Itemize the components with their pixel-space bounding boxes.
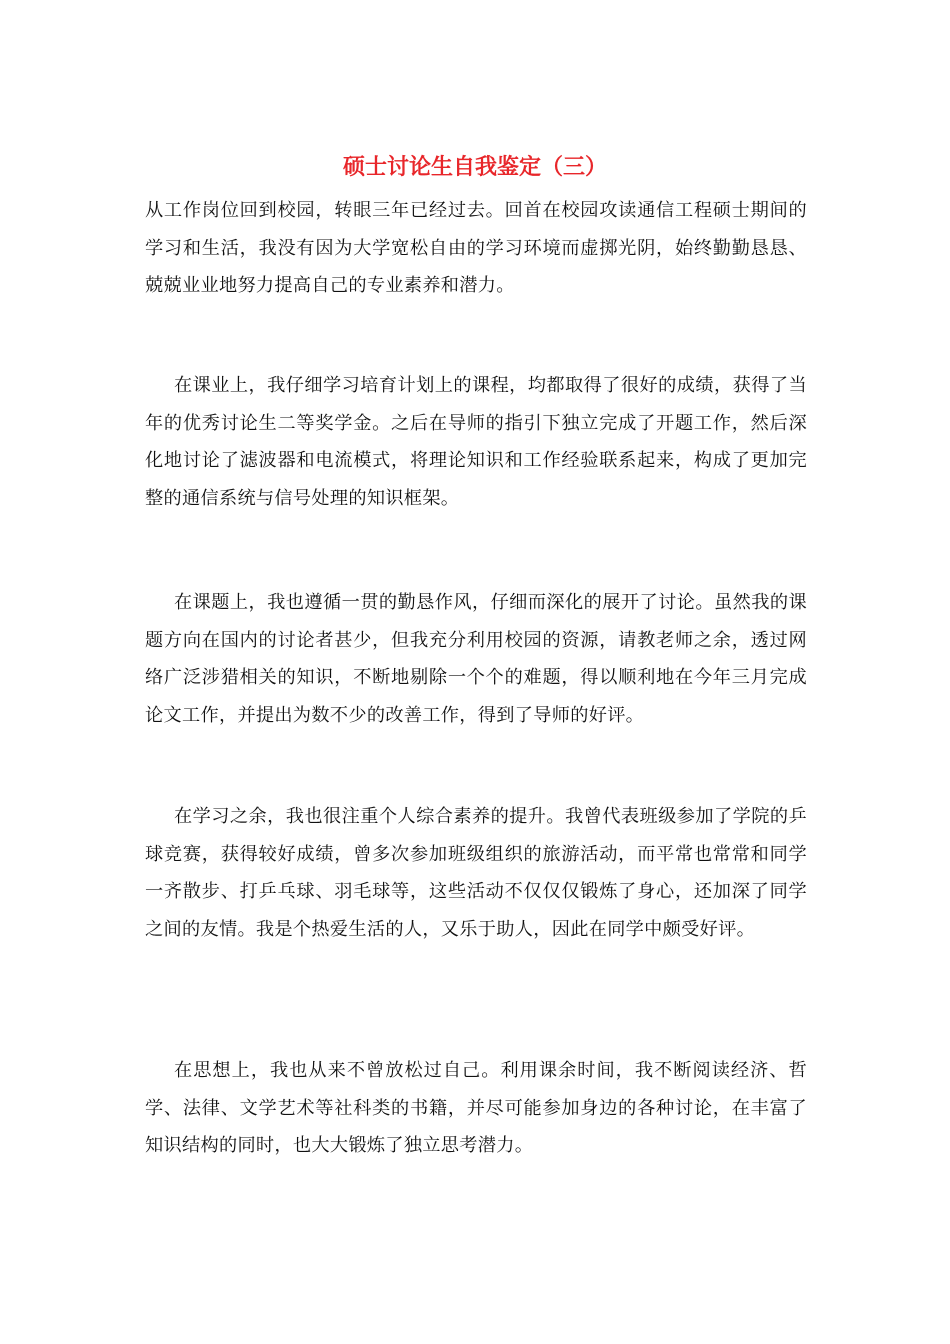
paragraph-activities: 在学习之余，我也很注重个人综合素养的提升。我曾代表班级参加了学院的乒球竞赛，获得较好成绩，曾多次参加班级组织的旅游活动，而平常也常常和同学一齐散步、打乒乓球、羽毛球等，这些活动不仅仅仅锻炼了身心，还加深了同学之间的友情。我是个热爱生活的人，又乐于助人，因此在同学中颇受好评。 (145, 806, 807, 940)
document-title: 硕士讨论生自我鉴定（三） (342, 154, 607, 180)
paragraph-intro: 从工作岗位回到校园，转眼三年已经过去。回首在校园攻读通信工程硕士期间的学习和生活，我没有因为大学宽松自由的学习环境而虚掷光阴，始终勤勤恳恳、兢兢业业地努力提高自己的专业素养和潜力。 (145, 200, 807, 296)
paragraph-coursework: 在课业上，我仔细学习培育计划上的课程，均都取得了很好的成绩，获得了当年的优秀讨论生二等奖学金。之后在导师的指引下独立完成了开题工作，然后深化地讨论了滤波器和电流模式，将理论知识和工作经验联系起来，构成了更加完整的通信系统与信号处理的知识框架。 (145, 375, 807, 509)
paragraph-research: 在课题上，我也遵循一贯的勤恳作风，仔细而深化的展开了讨论。虽然我的课题方向在国内的讨论者甚少，但我充分利用校园的资源，请教老师之余，透过网络广泛涉猎相关的知识，不断地剔除一个个的难题，得以顺利地在今年三月完成论文工作，并提出为数不少的改善工作，得到了导师的好评。 (145, 592, 807, 726)
paragraph-thought: 在思想上，我也从来不曾放松过自己。利用课余时间，我不断阅读经济、哲学、法律、文学艺术等社科类的书籍，并尽可能参加身边的各种讨论，在丰富了知识结构的同时，也大大锻炼了独立思考潜力。 (145, 1060, 807, 1156)
